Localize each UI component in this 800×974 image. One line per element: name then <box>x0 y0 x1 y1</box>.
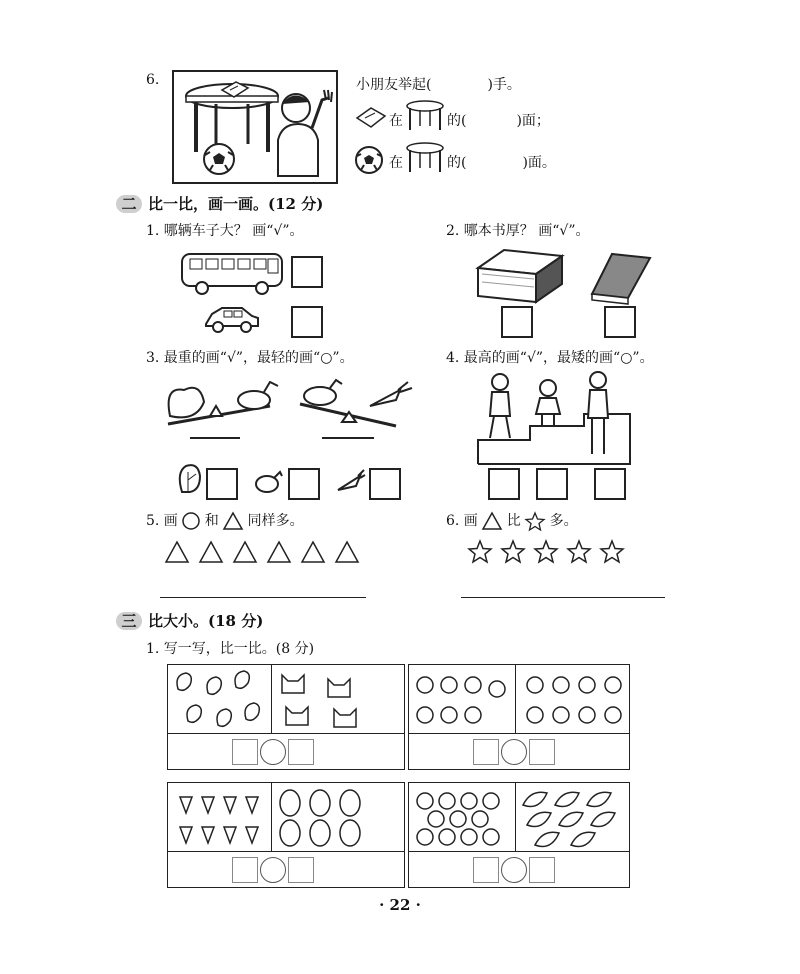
q6-line2-end: )面； <box>516 113 550 129</box>
section-2-badge: 二 <box>116 195 142 213</box>
kid3-answer-box[interactable] <box>594 468 626 500</box>
leaf-icon <box>523 792 547 806</box>
leaf-icon <box>559 812 583 826</box>
strawberry-icon <box>202 797 214 813</box>
count-box-right[interactable] <box>288 739 314 765</box>
s2-q6-end: 多。 <box>549 513 578 529</box>
answer-line[interactable] <box>160 597 366 598</box>
strawberry-group <box>170 785 270 849</box>
page-number: · 22 · <box>379 896 421 914</box>
shrimp-group <box>170 667 270 731</box>
thin-book-icon <box>588 250 654 306</box>
cat-icon <box>334 709 356 727</box>
flower-group-right <box>517 667 629 731</box>
boy-icon <box>274 80 334 180</box>
q6-line3-end: )面。 <box>522 155 556 171</box>
compare-circle[interactable] <box>260 857 286 883</box>
watermelon-icon <box>340 820 360 846</box>
flower-icon <box>441 677 457 693</box>
watermelon-icon <box>340 790 360 816</box>
count-box-left[interactable] <box>473 857 499 883</box>
flower-icon <box>465 677 481 693</box>
apple-group <box>409 785 513 849</box>
triangle-icon <box>223 512 243 530</box>
flower-icon <box>489 681 505 697</box>
strawberry-icon <box>246 797 258 813</box>
triangle-row <box>165 540 365 564</box>
count-box-right[interactable] <box>288 857 314 883</box>
flower-icon <box>465 707 481 723</box>
count-box-right[interactable] <box>529 739 555 765</box>
compare-panel-2 <box>408 664 630 770</box>
eggplant-icon <box>254 468 284 494</box>
section-3-title: 比大小。(18 分) <box>148 612 264 630</box>
leaf-icon <box>587 792 611 806</box>
section-3-badge: 三 <box>116 612 142 630</box>
s2-q2-text: 2. 哪本书厚？ 画“√”。 <box>446 223 590 239</box>
apple-icon <box>439 829 455 845</box>
apple-icon <box>461 793 477 809</box>
star-icon <box>525 512 545 531</box>
q6-line3-pre: 在 <box>389 155 403 171</box>
triangle-icon <box>482 512 502 530</box>
count-box-right[interactable] <box>529 857 555 883</box>
star-row <box>468 540 638 564</box>
cat-icon <box>286 707 308 725</box>
compare-circle[interactable] <box>501 857 527 883</box>
cat-group <box>274 667 404 731</box>
thick-book-icon <box>474 246 566 306</box>
leaf-icon <box>591 812 615 826</box>
star-icon <box>568 541 590 562</box>
apple-icon <box>472 811 488 827</box>
flower-icon <box>417 707 433 723</box>
answer-line[interactable] <box>461 597 665 598</box>
strawberry-icon <box>224 797 236 813</box>
leaf-icon <box>527 812 551 826</box>
car-answer-box[interactable] <box>291 306 323 338</box>
thin-book-answer-box[interactable] <box>604 306 636 338</box>
watermelon-icon <box>280 820 300 846</box>
watermelon-group <box>274 785 404 849</box>
s2-q6-pre: 6. 画 <box>446 513 478 529</box>
apple-icon <box>417 829 433 845</box>
q6-line2-mid: 的( <box>447 113 467 129</box>
q6-line1-end: )手。 <box>487 77 521 93</box>
s2-q5-end: 同样多。 <box>247 513 304 529</box>
flower-icon <box>441 707 457 723</box>
section-3-heading <box>116 610 263 631</box>
s2-q6-mid: 比 <box>506 513 521 529</box>
strawberry-icon <box>180 797 192 813</box>
compare-panel-1 <box>167 664 405 770</box>
eggplant-answer-box[interactable] <box>288 468 320 500</box>
soccer-ball-icon <box>202 142 236 176</box>
strawberry-icon <box>180 827 192 843</box>
shrimp-icon <box>217 709 231 726</box>
apple-icon <box>483 829 499 845</box>
leaf-icon <box>555 792 579 806</box>
count-box-left[interactable] <box>232 857 258 883</box>
section-2-title: 比一比，画一画。(12 分) <box>148 195 324 213</box>
triangle-icon <box>336 542 358 562</box>
compare-circle[interactable] <box>260 739 286 765</box>
flower-icon <box>553 707 569 723</box>
scale-icon <box>160 376 450 446</box>
flower-icon <box>605 707 621 723</box>
strawberry-icon <box>224 827 236 843</box>
shrimp-icon <box>245 703 259 720</box>
section-2-heading <box>116 193 323 214</box>
compare-panel-3 <box>167 782 405 888</box>
flower-group-left <box>409 667 513 731</box>
flower-icon <box>579 677 595 693</box>
thick-book-answer-box[interactable] <box>501 306 533 338</box>
apple-icon <box>428 811 444 827</box>
car-icon <box>202 302 262 334</box>
shrimp-icon <box>187 705 201 722</box>
shrimp-icon <box>207 677 221 694</box>
strawberry-icon <box>202 827 214 843</box>
q6-line3-mid: 的( <box>447 155 467 171</box>
triangle-icon <box>302 542 324 562</box>
count-box-left[interactable] <box>473 739 499 765</box>
carrot-icon <box>334 468 366 494</box>
cat-icon <box>282 675 304 693</box>
q6-line2-pre: 在 <box>389 113 403 129</box>
apple-icon <box>417 793 433 809</box>
s2-q5-mid: 和 <box>204 513 219 529</box>
soccer-ball-icon <box>354 145 384 175</box>
picture-frame <box>172 70 338 184</box>
strawberry-icon <box>246 827 258 843</box>
s2-q4-text: 4. 最高的画“√”，最矮的画“○”。 <box>446 350 654 366</box>
count-box-left[interactable] <box>232 739 258 765</box>
star-icon <box>601 541 623 562</box>
s2-q3-text: 3. 最重的画“√”，最轻的画“○”。 <box>146 350 354 366</box>
triangle-icon <box>268 542 290 562</box>
table-icon <box>405 142 445 172</box>
flower-icon <box>417 677 433 693</box>
bus-icon <box>178 250 288 296</box>
apple-icon <box>461 829 477 845</box>
leaf-icon <box>535 832 559 846</box>
question-6-number: 6. <box>146 72 160 88</box>
watermelon-icon <box>280 790 300 816</box>
compare-circle[interactable] <box>501 739 527 765</box>
cat-icon <box>328 679 350 697</box>
watermelon-icon <box>310 820 330 846</box>
shrimp-icon <box>235 671 249 688</box>
shrimp-icon <box>177 673 191 690</box>
apple-icon <box>483 793 499 809</box>
circle-icon <box>182 512 200 530</box>
flower-icon <box>527 677 543 693</box>
flower-icon <box>605 677 621 693</box>
apple-icon <box>450 811 466 827</box>
star-icon <box>535 541 557 562</box>
book-icon <box>355 106 387 130</box>
kid1-answer-box[interactable] <box>488 468 520 500</box>
cabbage-answer-box[interactable] <box>206 468 238 500</box>
flower-icon <box>579 707 595 723</box>
s2-q5-pre: 5. 画 <box>146 513 178 529</box>
cabbage-icon <box>176 462 202 494</box>
star-icon <box>502 541 524 562</box>
triangle-icon <box>166 542 188 562</box>
flower-icon <box>553 677 569 693</box>
q6-line1-text: 小朋友举起( <box>356 77 432 93</box>
watermelon-icon <box>310 790 330 816</box>
book-icon <box>220 80 250 100</box>
compare-panel-4 <box>408 782 630 888</box>
carrot-answer-box[interactable] <box>369 468 401 500</box>
s3-q1-text: 1. 写一写，比一比。(8 分) <box>146 641 315 657</box>
kid2-answer-box[interactable] <box>536 468 568 500</box>
triangle-icon <box>234 542 256 562</box>
bus-answer-box[interactable] <box>291 256 323 288</box>
table-icon <box>405 100 445 130</box>
apple-icon <box>439 793 455 809</box>
star-icon <box>469 541 491 562</box>
s2-q1-text: 1. 哪辆车子大？ 画“√”。 <box>146 223 304 239</box>
kids-on-steps-icon <box>476 370 636 466</box>
leaf-group <box>517 785 629 849</box>
flower-icon <box>527 707 543 723</box>
leaf-icon <box>571 832 595 846</box>
triangle-icon <box>200 542 222 562</box>
